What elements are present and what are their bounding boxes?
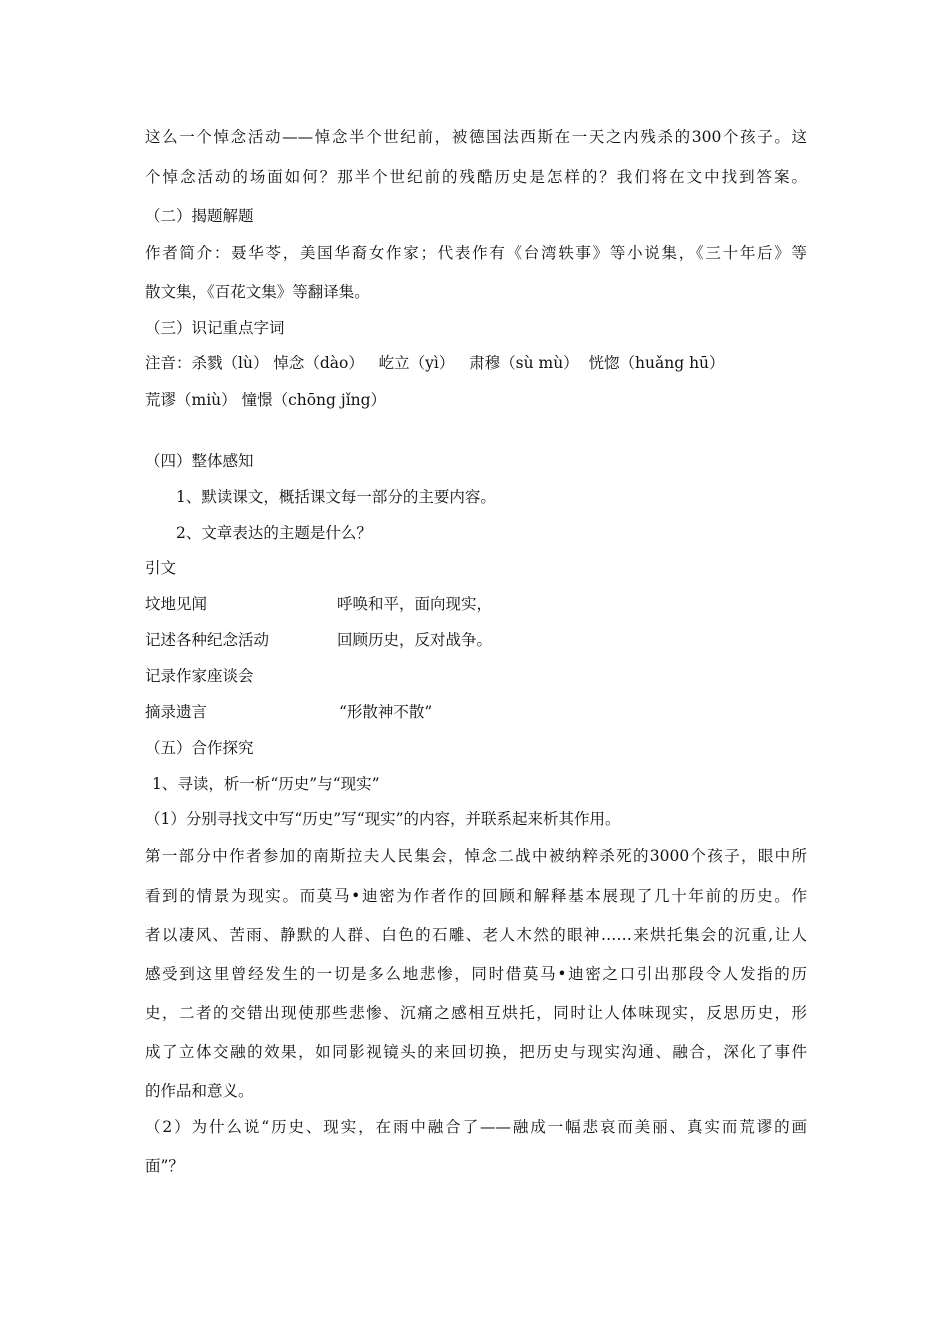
section-heading-4: （四）整体感知 — [145, 452, 254, 470]
sub-question-2-cont: 面”？ — [145, 1157, 184, 1175]
answer-line-6: 成了立体交融的效果，如同影视镜头的来回切换，把历史与现实沟通、融合，深化了事件 — [145, 1043, 807, 1061]
answer-line-2: 看到的情景为现实。而莫马•迪密为作者作的回顾和解释基本展现了几十年前的历史。作 — [145, 887, 807, 905]
outline-item-3: 记录作家座谈会 — [145, 667, 254, 685]
outline-item-4: 摘录遗言 — [145, 703, 208, 721]
text-line-2: 个悼念活动的场面如何？那半个世纪前的残酷历史是怎样的？我们将在文中找到答案。 — [145, 168, 807, 186]
outline-intro: 引文 — [145, 559, 177, 577]
sub-question-2: （2）为什么说“历史、现实，在雨中融合了——融成一幅悲哀而美丽、真实而荒谬的画 — [145, 1118, 807, 1136]
sub-question-1: （1）分别寻找文中写“历史”写“现实”的内容，并联系起来析其作用。 — [145, 810, 621, 828]
section-heading-5: （五）合作探究 — [145, 739, 254, 757]
theme-line-2: 回顾历史，反对战争。 — [337, 631, 493, 649]
task-1: 1、寻读，析一析“历史”与“现实” — [152, 775, 380, 793]
question-2: 2、文章表达的主题是什么？ — [176, 524, 372, 542]
answer-line-4: 感受到这里曾经发生的一切是多么地悲惨，同时借莫马•迪密之口引出那段令人发指的历 — [145, 965, 807, 983]
theme-line-3: “形散神不散” — [339, 703, 433, 721]
text-line-author: 作者简介：聂华苓，美国华裔女作家；代表作有《台湾轶事》等小说集，《三十年后》等 — [145, 244, 807, 262]
section-heading-2: （二）揭题解题 — [145, 207, 254, 225]
answer-line-5: 史，二者的交错出现使那些悲惨、沉痛之感相互烘托，同时让人体味现实，反思历史，形 — [145, 1004, 807, 1022]
pinyin-line-1: 注音：杀戮（lù） 悼念（dào） 屹立（yì） 肃穆（sù mù） 恍惚（huǎng hū） — [145, 354, 725, 372]
answer-line-3: 者以凄风、苦雨、静默的人群、白色的石雕、老人木然的眼神……来烘托集会的沉重,让人 — [145, 926, 807, 944]
question-1: 1、默读课文，概括课文每一部分的主要内容。 — [176, 488, 496, 506]
pinyin-line-2: 荒谬（miù） 憧憬（chōng jǐng） — [145, 391, 387, 409]
answer-line-7: 的作品和意义。 — [145, 1082, 254, 1100]
section-heading-3: （三）识记重点字词 — [145, 319, 285, 337]
text-line-author-cont: 散文集，《百花文集》等翻译集。 — [145, 283, 370, 301]
outline-item-1: 坟地见闻 — [145, 595, 208, 613]
text-line-1: 这么一个悼念活动——悼念半个世纪前，被德国法西斯在一天之内残杀的300个孩子。这 — [145, 128, 807, 146]
theme-line-1: 呼唤和平，面向现实， — [337, 595, 493, 613]
answer-line-1: 第一部分中作者参加的南斯拉夫人民集会，悼念二战中被纳粹杀死的3000个孩子，眼中所 — [145, 847, 807, 865]
outline-item-2: 记述各种纪念活动 — [145, 631, 270, 649]
